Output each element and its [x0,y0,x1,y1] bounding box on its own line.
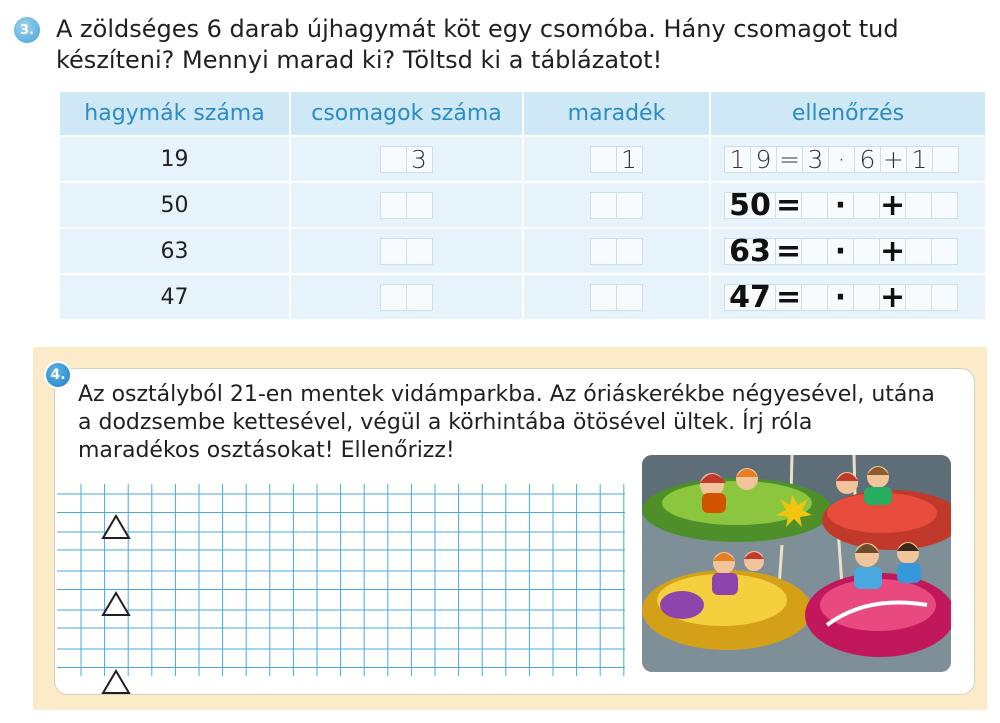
remainder-triangle-icon [101,514,131,544]
check-input-box[interactable]: = [775,187,802,223]
packs-input-box[interactable] [406,192,433,219]
check-input-box[interactable] [931,192,958,219]
check-input-box[interactable] [905,284,932,311]
check-input-box[interactable]: · [827,192,854,219]
check-input-box[interactable] [801,238,828,265]
check-cell [710,136,986,182]
packs-input-box[interactable] [406,238,433,265]
table-row [59,228,986,274]
check-input-box[interactable] [853,238,880,265]
check-cell [710,228,986,274]
remainder-input-box[interactable]: 1 [616,146,643,173]
check-input-box[interactable] [931,238,958,265]
onion-count: 19 [59,136,290,182]
check-input-box[interactable]: + [880,146,907,173]
check-cell [710,182,986,228]
check-input-box[interactable] [801,284,828,311]
check-input-box[interactable]: 1 [724,146,751,173]
remainder-input-box[interactable] [590,146,617,173]
remainder-triangle-icon [101,591,131,621]
packs-input-box[interactable] [380,238,407,265]
check-input-box[interactable] [853,284,880,311]
check-input-box[interactable] [905,238,932,265]
remainder-input-box[interactable] [616,238,643,265]
check-input-box[interactable] [932,146,959,173]
remainder-input-box[interactable] [590,238,617,265]
check-input-box[interactable]: 47 [724,284,776,311]
check-input-box[interactable]: + [879,187,906,223]
onion-count: 50 [59,182,290,228]
grid-lines [57,484,625,676]
col-header-remainder: maradék [523,91,710,136]
table-row [59,274,986,320]
packs-input-box[interactable] [380,146,407,173]
remainder-input-box[interactable] [616,284,643,311]
table-row [59,136,986,182]
packs-cell [290,136,523,182]
packs-cell [290,182,523,228]
check-input-box[interactable]: 6 [854,146,881,173]
check-input-box[interactable]: = [775,279,802,315]
check-input-box[interactable] [905,192,932,219]
packs-input-box[interactable] [406,284,433,311]
packs-input-box[interactable] [380,284,407,311]
packs-cell [290,274,523,320]
check-input-box[interactable]: = [776,146,803,173]
table-header-row [59,91,986,136]
check-input-box[interactable]: · [828,146,855,173]
check-input-box[interactable] [801,192,828,219]
onion-count: 47 [59,274,290,320]
check-cell [710,274,986,320]
division-table [58,90,987,321]
packs-input-box[interactable] [380,192,407,219]
check-input-box[interactable]: = [775,233,802,269]
task4-instruction: Az osztályból 21-en mentek vidámparkba. Az óriáskerékbe négyesével, utána a dodzsembe kettesével, végül a körhintába ötösével ültek. Írj róla maradékos osztásokat! Ellenőrizz! [78,382,935,463]
check-input-box[interactable]: + [879,279,906,315]
remainder-input-box[interactable] [590,192,617,219]
task3-instruction: A zöldséges 6 darab újhagymát köt egy csomóba. Hány csomagot tud készíteni? Mennyi marad ki? Töltsd ki a táblázatot! [56,15,899,74]
remainder-cell [523,136,710,182]
col-header-onions: hagymák száma [59,91,290,136]
bumper-cars-illustration [642,455,951,672]
check-input-box[interactable]: 50 [724,192,776,219]
task-number-badge: 4. [44,361,72,389]
check-input-box[interactable]: 9 [750,146,777,173]
answer-grid[interactable] [57,484,625,676]
onion-count: 63 [59,228,290,274]
check-input-box[interactable]: 63 [724,238,776,265]
check-input-box[interactable]: · [827,284,854,311]
packs-input-box[interactable]: 3 [406,146,433,173]
remainder-cell [523,274,710,320]
check-input-box[interactable]: + [879,233,906,269]
table-row [59,182,986,228]
remainder-input-box[interactable] [616,192,643,219]
packs-cell [290,228,523,274]
task-number-badge: 3. [14,17,40,43]
check-input-box[interactable] [853,192,880,219]
remainder-triangle-icon [101,669,131,699]
remainder-cell [523,182,710,228]
remainder-input-box[interactable] [590,284,617,311]
check-input-box[interactable]: 3 [802,146,829,173]
col-header-packs: csomagok száma [290,91,523,136]
check-input-box[interactable]: · [827,238,854,265]
remainder-cell [523,228,710,274]
check-input-box[interactable] [931,284,958,311]
check-input-box[interactable]: 1 [906,146,933,173]
col-header-check: ellenőrzés [710,91,986,136]
